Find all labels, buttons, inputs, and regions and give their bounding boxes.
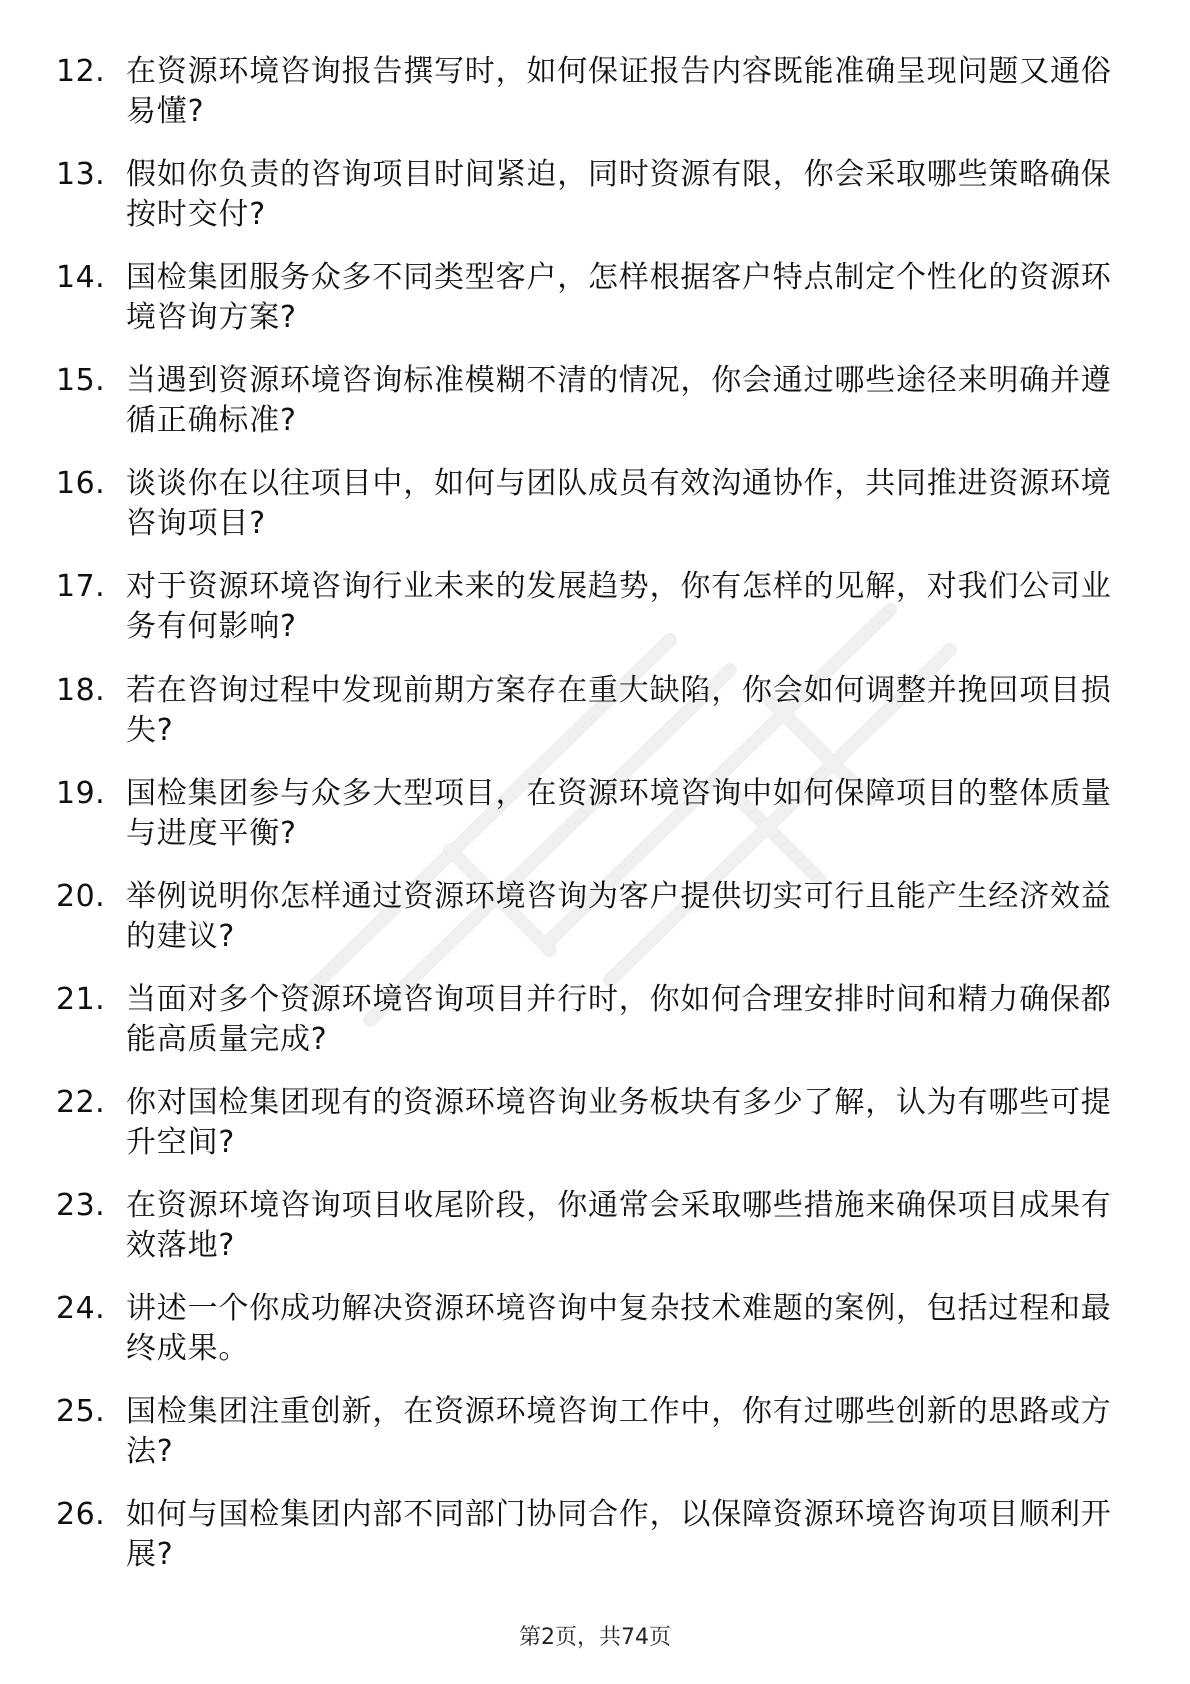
question-number: 15. [56, 363, 106, 399]
list-item [0, 1390, 1190, 1493]
list-item [0, 359, 1190, 462]
page-number-footer: 第2页，共74页 [519, 1625, 671, 1650]
question-text: 国检集团注重创新，在资源环境咨询工作中，你有过哪些创新的思路或方法? [126, 1394, 1112, 1470]
question-number: 12. [56, 54, 106, 89]
question-text: 谈谈你在以往项目中，如何与团队成员有效沟通协作，共同推进资源环境咨询项目? [126, 466, 1112, 542]
list-item [0, 875, 1190, 978]
question-number: 22. [56, 1084, 106, 1120]
question-number: 18. [56, 672, 106, 708]
question-text: 在资源环境咨询项目收尾阶段，你通常会采取哪些措施来确保项目成果有效落地? [126, 1188, 1112, 1264]
list-item [0, 669, 1190, 772]
question-number: 23. [56, 1188, 106, 1224]
question-text: 国检集团服务众多不同类型客户，怎样根据客户特点制定个性化的资源环境咨询方案? [126, 260, 1112, 336]
question-text: 假如你负责的咨询项目时间紧迫，同时资源有限，你会采取哪些策略确保按时交付? [126, 157, 1112, 233]
question-number: 14. [56, 260, 106, 296]
list-item [0, 565, 1190, 668]
question-text: 如何与国检集团内部不同部门协同合作，以保障资源环境咨询项目顺利开展? [126, 1497, 1112, 1573]
list-item [0, 772, 1190, 875]
question-text: 国检集团参与众多大型项目，在资源环境咨询中如何保障项目的整体质量与进度平衡? [126, 775, 1112, 851]
list-item [0, 153, 1190, 256]
question-number: 26. [56, 1497, 106, 1533]
question-number: 17. [56, 569, 106, 605]
question-text: 举例说明你怎样通过资源环境咨询为客户提供切实可行且能产生经济效益的建议? [126, 878, 1112, 954]
question-number: 19. [56, 775, 106, 811]
list-item [0, 462, 1190, 565]
question-number: 21. [56, 981, 106, 1017]
list-item [0, 1287, 1190, 1390]
question-number: 25. [56, 1394, 106, 1430]
list-item [0, 978, 1190, 1081]
list-item [0, 1081, 1190, 1184]
list-item [0, 1493, 1190, 1596]
question-text: 你对国检集团现有的资源环境咨询业务板块有多少了解，认为有哪些可提升空间? [126, 1084, 1112, 1160]
question-text: 在资源环境咨询报告撰写时，如何保证报告内容既能准确呈现问题又通俗易懂? [126, 54, 1112, 129]
question-text: 当面对多个资源环境咨询项目并行时，你如何合理安排时间和精力确保都能高质量完成? [126, 981, 1112, 1057]
question-text: 讲述一个你成功解决资源环境咨询中复杂技术难题的案例，包括过程和最终成果。 [126, 1291, 1112, 1367]
question-number: 24. [56, 1291, 106, 1327]
question-text: 若在咨询过程中发现前期方案存在重大缺陷，你会如何调整并挽回项目损失? [126, 672, 1112, 748]
question-text: 当遇到资源环境咨询标准模糊不清的情况，你会通过哪些途径来明确并遵循正确标准? [126, 363, 1112, 439]
list-item [0, 50, 1190, 153]
question-number: 20. [56, 878, 106, 914]
question-text: 对于资源环境咨询行业未来的发展趋势，你有怎样的见解，对我们公司业务有何影响? [126, 569, 1112, 645]
list-item [0, 256, 1190, 359]
list-item [0, 1184, 1190, 1287]
question-list [0, 50, 1190, 1596]
question-number: 13. [56, 157, 106, 193]
question-number: 16. [56, 466, 106, 502]
